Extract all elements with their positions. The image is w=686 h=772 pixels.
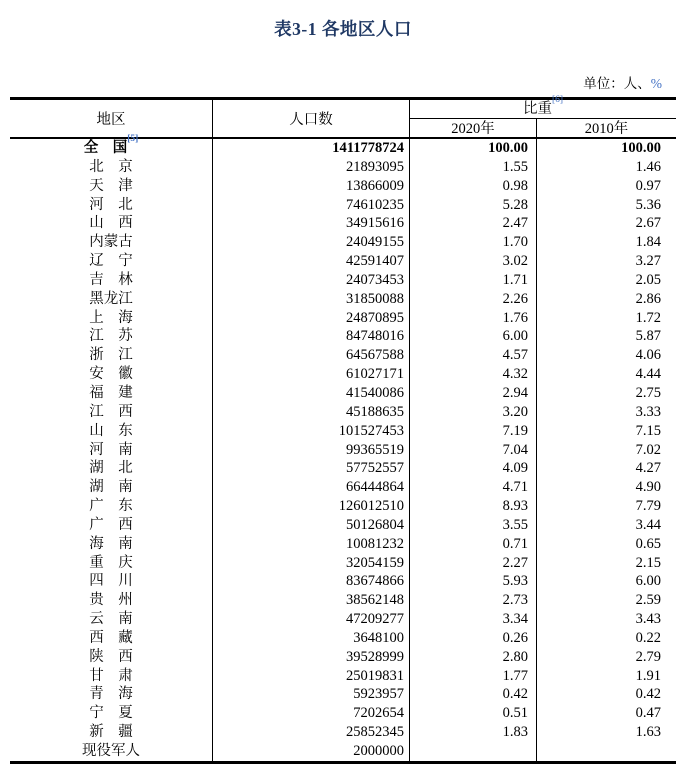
unit-note-text: 单位：人、	[583, 76, 651, 91]
region-cell	[10, 134, 213, 158]
population-value: 21893095	[213, 158, 410, 177]
share-2020-value: 2.73	[410, 591, 537, 610]
share-2010-value: 4.44	[635, 366, 661, 383]
region-cell	[10, 516, 213, 535]
region-name: 辽 宁	[89, 253, 133, 270]
share-2020-value: 0.98	[410, 177, 537, 196]
region-cell	[10, 742, 213, 761]
share-header-text: 比重	[522, 101, 552, 117]
share-2010-value: 1.63	[635, 724, 661, 741]
share-2020-value: 2.94	[410, 384, 537, 403]
region-name: 贵 州	[89, 592, 133, 609]
region-cell	[10, 158, 213, 177]
region-name: 广 东	[89, 498, 133, 515]
share-2010-value: 1.91	[635, 667, 661, 684]
population-value: 7202654	[213, 704, 410, 723]
share-2010-value: 7.15	[635, 422, 661, 439]
region-cell	[10, 290, 213, 309]
share-2020-value: 4.57	[410, 346, 537, 365]
region-name: 新 疆	[89, 724, 133, 741]
share-2010-value: 6.00	[635, 573, 661, 590]
share-2020-value: 2.47	[410, 214, 537, 233]
table-row	[10, 572, 676, 591]
region-cell	[10, 554, 213, 573]
table-row	[10, 591, 676, 610]
table-row	[10, 610, 676, 629]
region-name: 四 川	[89, 573, 133, 590]
table-body	[10, 134, 676, 761]
share-2010-value: 2.79	[635, 648, 661, 665]
share-2010-value: 4.90	[635, 479, 661, 496]
region-name: 宁 夏	[89, 705, 133, 722]
region-name: 广 西	[89, 516, 133, 533]
table-row	[10, 422, 676, 441]
table-row	[10, 516, 676, 535]
region-name: 河 南	[89, 441, 133, 458]
share-2010-value	[537, 742, 676, 761]
region-name: 湖 南	[89, 479, 133, 496]
table-row	[10, 497, 676, 516]
share-2010-value: 3.44	[635, 516, 661, 533]
population-value: 101527453	[213, 422, 410, 441]
table-row	[10, 459, 676, 478]
region-name: 河 北	[89, 196, 133, 213]
column-header-share-group	[410, 95, 676, 137]
share-2020-value: 1.83	[410, 723, 537, 742]
region-cell	[10, 252, 213, 271]
share-2010-value: 2.05	[635, 271, 661, 288]
region-name: 西 藏	[89, 629, 133, 646]
share-2020-value: 2.26	[410, 290, 537, 309]
region-cell	[10, 704, 213, 723]
region-name: 湖 北	[89, 460, 133, 477]
region-name: 福 建	[89, 384, 133, 401]
region-cell	[10, 309, 213, 328]
column-header-2010: 2010年	[584, 121, 629, 137]
region-name: 甘 肃	[89, 667, 133, 684]
column-header-population: 人口数	[213, 100, 410, 137]
population-value: 99365519	[213, 441, 410, 460]
population-value: 31850088	[213, 290, 410, 309]
table-row	[10, 629, 676, 648]
population-value: 34915616	[213, 214, 410, 233]
share-2010-value: 1.84	[635, 234, 661, 251]
region-name: 山 东	[89, 422, 133, 439]
share-2010-value: 0.22	[635, 629, 661, 646]
share-2020-value: 0.26	[410, 629, 537, 648]
column-header-share	[410, 95, 676, 119]
region-cell	[10, 196, 213, 215]
share-2010-value: 7.79	[635, 498, 661, 515]
share-2020-value: 1.76	[410, 309, 537, 328]
table-row	[10, 535, 676, 554]
share-2020-value: 5.93	[410, 572, 537, 591]
table-row	[10, 478, 676, 497]
population-value: 1411778724	[213, 139, 410, 158]
population-value: 5923957	[213, 685, 410, 704]
population-value: 84748016	[213, 327, 410, 346]
share-2010-value: 0.65	[635, 535, 661, 552]
population-value: 2000000	[213, 742, 410, 761]
region-cell	[10, 723, 213, 742]
region-cell	[10, 535, 213, 554]
region-cell	[10, 346, 213, 365]
table-row	[10, 177, 676, 196]
table-row	[10, 196, 676, 215]
region-name: 江 苏	[89, 328, 133, 345]
population-value: 83674866	[213, 572, 410, 591]
population-value: 126012510	[213, 497, 410, 516]
population-value: 24870895	[213, 309, 410, 328]
region-footnote-ref: [5]	[127, 134, 139, 145]
share-2010-value: 0.97	[635, 177, 661, 194]
table-row	[10, 134, 676, 158]
region-cell	[10, 610, 213, 629]
share-2010-value: 3.43	[635, 611, 661, 628]
share-2010-value: 3.33	[635, 403, 661, 420]
region-cell	[10, 233, 213, 252]
share-2020-value: 3.02	[410, 252, 537, 271]
region-name: 山 西	[89, 215, 133, 232]
share-2010-value: 5.36	[635, 196, 661, 213]
share-2020-value: 1.77	[410, 667, 537, 686]
population-value: 50126804	[213, 516, 410, 535]
share-2020-value: 7.19	[410, 422, 537, 441]
share-2010-value: 7.02	[635, 441, 661, 458]
region-name: 天 津	[89, 177, 133, 194]
region-name: 江 西	[89, 403, 133, 420]
table-row	[10, 648, 676, 667]
table-row	[10, 723, 676, 742]
share-2020-value: 100.00	[410, 139, 537, 158]
share-2020-value: 4.71	[410, 478, 537, 497]
region-cell	[10, 685, 213, 704]
share-2010-value: 0.47	[635, 705, 661, 722]
share-2010-value: 4.06	[635, 347, 661, 364]
population-value: 57752557	[213, 459, 410, 478]
table-row	[10, 309, 676, 328]
region-cell	[10, 327, 213, 346]
share-2010-value: 4.27	[635, 460, 661, 477]
share-2020-value: 1.70	[410, 233, 537, 252]
share-2020-value: 1.71	[410, 271, 537, 290]
region-cell	[10, 478, 213, 497]
population-value: 42591407	[213, 252, 410, 271]
table-row	[10, 554, 676, 573]
column-header-region: 地区	[10, 100, 213, 137]
share-2020-value: 2.27	[410, 554, 537, 573]
region-cell	[10, 177, 213, 196]
table-row	[10, 365, 676, 384]
share-year-subheaders	[410, 119, 676, 139]
region-name: 重 庆	[89, 554, 133, 571]
unit-note	[583, 72, 662, 92]
region-cell	[10, 422, 213, 441]
share-2010-value: 3.27	[635, 253, 661, 270]
population-value: 10081232	[213, 535, 410, 554]
population-table	[10, 97, 676, 764]
table-row	[10, 214, 676, 233]
population-value: 3648100	[213, 629, 410, 648]
share-2010-value: 2.86	[635, 290, 661, 307]
region-name: 云 南	[89, 611, 133, 628]
region-cell	[10, 403, 213, 422]
region-name: 北 京	[89, 158, 133, 175]
region-name: 上 海	[89, 309, 133, 326]
table-row	[10, 158, 676, 177]
population-value: 61027171	[213, 365, 410, 384]
share-2010-value: 2.67	[635, 215, 661, 232]
region-name: 海 南	[89, 535, 133, 552]
population-value: 39528999	[213, 648, 410, 667]
table-row	[10, 685, 676, 704]
region-cell	[10, 214, 213, 233]
table-row	[10, 252, 676, 271]
share-2010-value: 1.72	[635, 309, 661, 326]
region-name: 黑龙江	[89, 290, 133, 307]
population-value: 47209277	[213, 610, 410, 629]
share-2010-value: 0.42	[635, 686, 661, 703]
region-cell	[10, 648, 213, 667]
share-2020-value: 3.55	[410, 516, 537, 535]
region-cell	[10, 572, 213, 591]
region-cell	[10, 667, 213, 686]
share-2020-value: 3.34	[410, 610, 537, 629]
population-value: 25019831	[213, 667, 410, 686]
share-footnote-ref: [6]	[551, 95, 564, 106]
region-name: 内蒙古	[89, 234, 133, 251]
share-2020-value: 4.09	[410, 459, 537, 478]
share-2020-value: 4.32	[410, 365, 537, 384]
population-value: 45188635	[213, 403, 410, 422]
region-name: 浙 江	[89, 347, 133, 364]
table-row	[10, 271, 676, 290]
population-value: 24049155	[213, 233, 410, 252]
population-value: 64567588	[213, 346, 410, 365]
share-2020-value: 7.04	[410, 441, 537, 460]
table-row	[10, 403, 676, 422]
table-header	[10, 95, 676, 139]
table-row	[10, 384, 676, 403]
population-value: 13866009	[213, 177, 410, 196]
share-2020-value: 0.42	[410, 685, 537, 704]
region-name: 全 国	[83, 140, 128, 156]
table-row	[10, 290, 676, 309]
share-2020-value: 2.80	[410, 648, 537, 667]
region-name: 现役军人	[82, 743, 140, 759]
table-row	[10, 327, 676, 346]
region-cell	[10, 629, 213, 648]
share-2010-value: 2.59	[635, 592, 661, 609]
region-cell	[10, 441, 213, 460]
region-cell	[10, 591, 213, 610]
population-value: 74610235	[213, 196, 410, 215]
population-value: 32054159	[213, 554, 410, 573]
table-row	[10, 441, 676, 460]
share-2020-value: 5.28	[410, 196, 537, 215]
column-header-2020: 2020年	[410, 119, 537, 139]
share-2020-value: 1.55	[410, 158, 537, 177]
table-row	[10, 742, 676, 761]
share-2020-value: 6.00	[410, 327, 537, 346]
region-cell	[10, 459, 213, 478]
share-2020-value: 8.93	[410, 497, 537, 516]
population-value: 41540086	[213, 384, 410, 403]
share-2020-value: 0.51	[410, 704, 537, 723]
region-cell	[10, 365, 213, 384]
table-row	[10, 346, 676, 365]
share-2010-value: 5.87	[635, 328, 661, 345]
table-row	[10, 233, 676, 252]
share-2020-value	[410, 742, 537, 761]
region-cell	[10, 384, 213, 403]
region-cell	[10, 497, 213, 516]
share-2010-value: 2.75	[635, 384, 661, 401]
share-2020-value: 0.71	[410, 535, 537, 554]
region-name: 陕 西	[89, 648, 133, 665]
share-2010-value: 100.00	[621, 140, 661, 156]
share-2010-value: 2.15	[635, 554, 661, 571]
region-cell	[10, 271, 213, 290]
table-row	[10, 667, 676, 686]
region-name: 安 徽	[89, 366, 133, 383]
table-title: 表3-1 各地区人口	[274, 19, 412, 39]
unit-percent-sign: %	[650, 76, 662, 91]
table-row	[10, 704, 676, 723]
population-value: 38562148	[213, 591, 410, 610]
share-2010-value: 1.46	[635, 158, 661, 175]
population-value: 25852345	[213, 723, 410, 742]
region-name: 吉 林	[89, 271, 133, 288]
population-value: 66444864	[213, 478, 410, 497]
share-2020-value: 3.20	[410, 403, 537, 422]
population-value: 24073453	[213, 271, 410, 290]
region-name: 青 海	[89, 686, 133, 703]
